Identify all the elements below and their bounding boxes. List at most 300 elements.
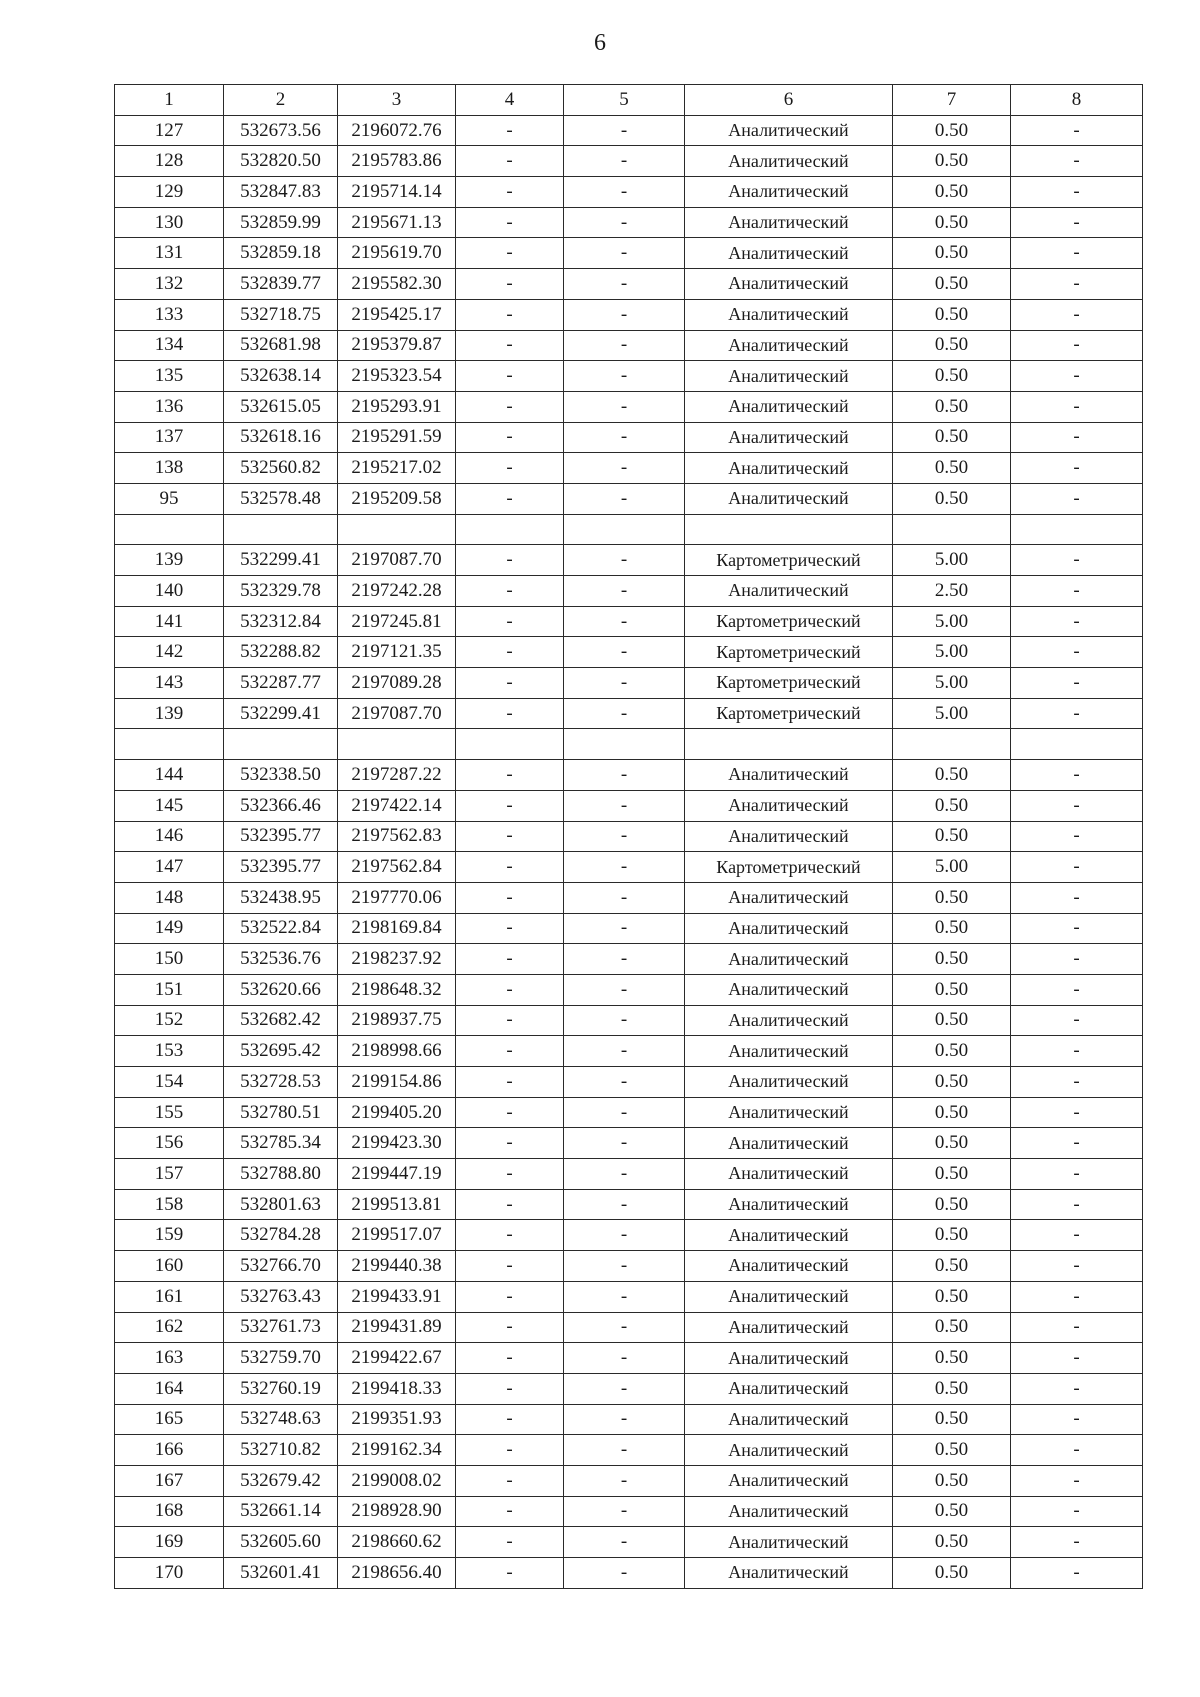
method-cell: [685, 514, 893, 545]
accuracy-cell: 5.00: [893, 545, 1011, 576]
col4-cell: -: [456, 177, 564, 208]
col5-cell: -: [564, 391, 685, 422]
col8-cell: -: [1011, 1343, 1143, 1374]
header-cell: 4: [456, 85, 564, 116]
col4-cell: -: [456, 115, 564, 146]
col5-cell: -: [564, 852, 685, 883]
accuracy-cell: 0.50: [893, 1527, 1011, 1558]
y-coordinate-cell: 2195582.30: [338, 269, 456, 300]
x-coordinate-cell: 532788.80: [224, 1159, 338, 1190]
col5-cell: -: [564, 1067, 685, 1098]
x-coordinate-cell: 532785.34: [224, 1128, 338, 1159]
accuracy-cell: 0.50: [893, 483, 1011, 514]
col4-cell: -: [456, 668, 564, 699]
col4-cell: -: [456, 1189, 564, 1220]
table-row: [115, 974, 1143, 1005]
x-coordinate-cell: 532728.53: [224, 1067, 338, 1098]
col5-cell: -: [564, 1189, 685, 1220]
point-number-cell: 152: [115, 1005, 224, 1036]
col5-cell: -: [564, 698, 685, 729]
accuracy-cell: 5.00: [893, 852, 1011, 883]
x-coordinate-cell: 532780.51: [224, 1097, 338, 1128]
accuracy-cell: 0.50: [893, 269, 1011, 300]
col8-cell: -: [1011, 1251, 1143, 1282]
col5-cell: -: [564, 882, 685, 913]
col8-cell: -: [1011, 177, 1143, 208]
col5-cell: -: [564, 1251, 685, 1282]
method-cell: Аналитический: [685, 1465, 893, 1496]
accuracy-cell: 0.50: [893, 146, 1011, 177]
header-cell: 1: [115, 85, 224, 116]
y-coordinate-cell: 2199447.19: [338, 1159, 456, 1190]
col5-cell: -: [564, 606, 685, 637]
x-coordinate-cell: 532748.63: [224, 1404, 338, 1435]
accuracy-cell: 0.50: [893, 882, 1011, 913]
accuracy-cell: 0.50: [893, 1558, 1011, 1589]
col4-cell: -: [456, 207, 564, 238]
col4-cell: -: [456, 944, 564, 975]
table-row: [115, 1097, 1143, 1128]
x-coordinate-cell: 532338.50: [224, 760, 338, 791]
y-coordinate-cell: 2199433.91: [338, 1281, 456, 1312]
col4-cell: -: [456, 1036, 564, 1067]
y-coordinate-cell: [338, 514, 456, 545]
y-coordinate-cell: 2197089.28: [338, 668, 456, 699]
point-number-cell: 131: [115, 238, 224, 269]
col8-cell: -: [1011, 637, 1143, 668]
col4-cell: -: [456, 1373, 564, 1404]
table-row: [115, 115, 1143, 146]
accuracy-cell: 0.50: [893, 1067, 1011, 1098]
col4-cell: -: [456, 576, 564, 607]
col8-cell: -: [1011, 576, 1143, 607]
col8-cell: -: [1011, 269, 1143, 300]
accuracy-cell: 0.50: [893, 1189, 1011, 1220]
col4-cell: -: [456, 238, 564, 269]
col8-cell: -: [1011, 1435, 1143, 1466]
table-row: [115, 299, 1143, 330]
table-body: [115, 115, 1143, 1588]
accuracy-cell: 0.50: [893, 944, 1011, 975]
y-coordinate-cell: 2195671.13: [338, 207, 456, 238]
x-coordinate-cell: 532673.56: [224, 115, 338, 146]
col4-cell: -: [456, 1527, 564, 1558]
method-cell: Аналитический: [685, 882, 893, 913]
col5-cell: -: [564, 1036, 685, 1067]
col8-cell: -: [1011, 1558, 1143, 1589]
x-coordinate-cell: 532395.77: [224, 852, 338, 883]
table-row: [115, 790, 1143, 821]
x-coordinate-cell: 532759.70: [224, 1343, 338, 1374]
table-row: [115, 207, 1143, 238]
col4-cell: -: [456, 1496, 564, 1527]
y-coordinate-cell: 2197242.28: [338, 576, 456, 607]
table-row: [115, 760, 1143, 791]
x-coordinate-cell: 532615.05: [224, 391, 338, 422]
method-cell: Картометрический: [685, 698, 893, 729]
y-coordinate-cell: 2197562.84: [338, 852, 456, 883]
point-number-cell: 136: [115, 391, 224, 422]
col4-cell: -: [456, 545, 564, 576]
table-row: [115, 821, 1143, 852]
method-cell: Аналитический: [685, 1036, 893, 1067]
point-number-cell: 155: [115, 1097, 224, 1128]
col8-cell: -: [1011, 668, 1143, 699]
method-cell: Аналитический: [685, 1067, 893, 1098]
point-number-cell: 145: [115, 790, 224, 821]
y-coordinate-cell: 2198998.66: [338, 1036, 456, 1067]
table-row: [115, 269, 1143, 300]
col8-cell: -: [1011, 1005, 1143, 1036]
col4-cell: [456, 514, 564, 545]
method-cell: Аналитический: [685, 422, 893, 453]
table-row: [115, 576, 1143, 607]
table-row: [115, 238, 1143, 269]
point-number-cell: 167: [115, 1465, 224, 1496]
col5-cell: -: [564, 483, 685, 514]
col5-cell: -: [564, 1312, 685, 1343]
y-coordinate-cell: 2199513.81: [338, 1189, 456, 1220]
x-coordinate-cell: 532679.42: [224, 1465, 338, 1496]
col4-cell: -: [456, 1312, 564, 1343]
point-number-cell: 151: [115, 974, 224, 1005]
x-coordinate-cell: 532578.48: [224, 483, 338, 514]
col8-cell: -: [1011, 760, 1143, 791]
col4-cell: -: [456, 453, 564, 484]
method-cell: Картометрический: [685, 545, 893, 576]
x-coordinate-cell: 532766.70: [224, 1251, 338, 1282]
method-cell: Аналитический: [685, 299, 893, 330]
col8-cell: -: [1011, 146, 1143, 177]
accuracy-cell: 0.50: [893, 361, 1011, 392]
col4-cell: -: [456, 637, 564, 668]
x-coordinate-cell: 532847.83: [224, 177, 338, 208]
table-row: [115, 1128, 1143, 1159]
table-row: [115, 637, 1143, 668]
y-coordinate-cell: 2195291.59: [338, 422, 456, 453]
table-row: [115, 1067, 1143, 1098]
y-coordinate-cell: 2199440.38: [338, 1251, 456, 1282]
point-number-cell: 146: [115, 821, 224, 852]
y-coordinate-cell: 2195425.17: [338, 299, 456, 330]
col8-cell: -: [1011, 606, 1143, 637]
accuracy-cell: [893, 729, 1011, 760]
table-row: [115, 422, 1143, 453]
x-coordinate-cell: 532784.28: [224, 1220, 338, 1251]
accuracy-cell: 0.50: [893, 115, 1011, 146]
col5-cell: -: [564, 1558, 685, 1589]
table-row: [115, 361, 1143, 392]
x-coordinate-cell: 532522.84: [224, 913, 338, 944]
x-coordinate-cell: [224, 514, 338, 545]
y-coordinate-cell: 2199351.93: [338, 1404, 456, 1435]
col8-cell: -: [1011, 1159, 1143, 1190]
method-cell: Аналитический: [685, 1189, 893, 1220]
method-cell: Аналитический: [685, 1159, 893, 1190]
accuracy-cell: 0.50: [893, 1465, 1011, 1496]
x-coordinate-cell: 532820.50: [224, 146, 338, 177]
point-number-cell: 164: [115, 1373, 224, 1404]
point-number-cell: 141: [115, 606, 224, 637]
col5-cell: -: [564, 1005, 685, 1036]
col4-cell: -: [456, 913, 564, 944]
point-number-cell: 139: [115, 698, 224, 729]
point-number-cell: [115, 729, 224, 760]
x-coordinate-cell: 532288.82: [224, 637, 338, 668]
col8-cell: -: [1011, 422, 1143, 453]
col8-cell: -: [1011, 330, 1143, 361]
y-coordinate-cell: 2195293.91: [338, 391, 456, 422]
y-coordinate-cell: 2199431.89: [338, 1312, 456, 1343]
y-coordinate-cell: 2195619.70: [338, 238, 456, 269]
col5-cell: -: [564, 1220, 685, 1251]
y-coordinate-cell: 2198928.90: [338, 1496, 456, 1527]
method-cell: Аналитический: [685, 1343, 893, 1374]
col5-cell: -: [564, 1496, 685, 1527]
method-cell: Аналитический: [685, 1220, 893, 1251]
y-coordinate-cell: 2196072.76: [338, 115, 456, 146]
table-row: [115, 1496, 1143, 1527]
col4-cell: -: [456, 974, 564, 1005]
col4-cell: -: [456, 1159, 564, 1190]
method-cell: Аналитический: [685, 238, 893, 269]
header-cell: 5: [564, 85, 685, 116]
point-number-cell: 137: [115, 422, 224, 453]
x-coordinate-cell: 532801.63: [224, 1189, 338, 1220]
table-row: [115, 1558, 1143, 1589]
x-coordinate-cell: 532438.95: [224, 882, 338, 913]
col5-cell: -: [564, 1159, 685, 1190]
method-cell: Аналитический: [685, 361, 893, 392]
accuracy-cell: 0.50: [893, 422, 1011, 453]
col5-cell: -: [564, 760, 685, 791]
accuracy-cell: 0.50: [893, 1343, 1011, 1374]
point-number-cell: 148: [115, 882, 224, 913]
method-cell: Картометрический: [685, 606, 893, 637]
table-row: [115, 146, 1143, 177]
col8-cell: -: [1011, 299, 1143, 330]
col5-cell: -: [564, 115, 685, 146]
accuracy-cell: 0.50: [893, 1159, 1011, 1190]
col4-cell: -: [456, 760, 564, 791]
accuracy-cell: 0.50: [893, 760, 1011, 791]
y-coordinate-cell: 2198656.40: [338, 1558, 456, 1589]
accuracy-cell: 0.50: [893, 1281, 1011, 1312]
method-cell: [685, 729, 893, 760]
table-header: [115, 85, 1143, 116]
y-coordinate-cell: 2195379.87: [338, 330, 456, 361]
y-coordinate-cell: 2197562.83: [338, 821, 456, 852]
table-row: [115, 1527, 1143, 1558]
method-cell: Аналитический: [685, 1404, 893, 1435]
accuracy-cell: 0.50: [893, 1097, 1011, 1128]
point-number-cell: 163: [115, 1343, 224, 1374]
y-coordinate-cell: 2199418.33: [338, 1373, 456, 1404]
x-coordinate-cell: 532605.60: [224, 1527, 338, 1558]
col8-cell: -: [1011, 1097, 1143, 1128]
header-cell: 8: [1011, 85, 1143, 116]
x-coordinate-cell: 532763.43: [224, 1281, 338, 1312]
x-coordinate-cell: 532710.82: [224, 1435, 338, 1466]
col4-cell: -: [456, 361, 564, 392]
x-coordinate-cell: 532638.14: [224, 361, 338, 392]
x-coordinate-cell: 532761.73: [224, 1312, 338, 1343]
point-number-cell: 153: [115, 1036, 224, 1067]
point-number-cell: [115, 514, 224, 545]
col4-cell: -: [456, 1251, 564, 1282]
col8-cell: -: [1011, 882, 1143, 913]
col5-cell: -: [564, 330, 685, 361]
col8-cell: -: [1011, 1067, 1143, 1098]
point-number-cell: 134: [115, 330, 224, 361]
table-row: [115, 1281, 1143, 1312]
point-number-cell: 169: [115, 1527, 224, 1558]
x-coordinate-cell: 532682.42: [224, 1005, 338, 1036]
table-row: [115, 1373, 1143, 1404]
x-coordinate-cell: 532601.41: [224, 1558, 338, 1589]
method-cell: Аналитический: [685, 1128, 893, 1159]
point-number-cell: 161: [115, 1281, 224, 1312]
col8-cell: -: [1011, 361, 1143, 392]
table-row: [115, 391, 1143, 422]
y-coordinate-cell: 2198237.92: [338, 944, 456, 975]
x-coordinate-cell: 532312.84: [224, 606, 338, 637]
x-coordinate-cell: 532620.66: [224, 974, 338, 1005]
y-coordinate-cell: 2199517.07: [338, 1220, 456, 1251]
col5-cell: -: [564, 1404, 685, 1435]
accuracy-cell: 0.50: [893, 238, 1011, 269]
table-row: [115, 1312, 1143, 1343]
col8-cell: -: [1011, 1496, 1143, 1527]
y-coordinate-cell: [338, 729, 456, 760]
accuracy-cell: [893, 514, 1011, 545]
method-cell: Аналитический: [685, 760, 893, 791]
col8-cell: -: [1011, 1189, 1143, 1220]
point-number-cell: 159: [115, 1220, 224, 1251]
accuracy-cell: 5.00: [893, 606, 1011, 637]
x-coordinate-cell: 532661.14: [224, 1496, 338, 1527]
col8-cell: -: [1011, 821, 1143, 852]
accuracy-cell: 0.50: [893, 391, 1011, 422]
y-coordinate-cell: 2195323.54: [338, 361, 456, 392]
col5-cell: -: [564, 668, 685, 699]
header-cell: 3: [338, 85, 456, 116]
header-cell: 2: [224, 85, 338, 116]
table-row: [115, 1404, 1143, 1435]
point-number-cell: 158: [115, 1189, 224, 1220]
table-row: [115, 483, 1143, 514]
col5-cell: -: [564, 1343, 685, 1374]
col5-cell: -: [564, 269, 685, 300]
x-coordinate-cell: [224, 729, 338, 760]
header-row: [115, 85, 1143, 116]
col4-cell: -: [456, 269, 564, 300]
method-cell: Аналитический: [685, 177, 893, 208]
method-cell: Аналитический: [685, 974, 893, 1005]
x-coordinate-cell: 532618.16: [224, 422, 338, 453]
point-number-cell: 140: [115, 576, 224, 607]
x-coordinate-cell: 532695.42: [224, 1036, 338, 1067]
accuracy-cell: 0.50: [893, 1373, 1011, 1404]
accuracy-cell: 5.00: [893, 698, 1011, 729]
method-cell: Аналитический: [685, 115, 893, 146]
col5-cell: -: [564, 1465, 685, 1496]
method-cell: Аналитический: [685, 483, 893, 514]
accuracy-cell: 0.50: [893, 1496, 1011, 1527]
accuracy-cell: 5.00: [893, 637, 1011, 668]
method-cell: Аналитический: [685, 1097, 893, 1128]
table-row: [115, 453, 1143, 484]
col8-cell: -: [1011, 790, 1143, 821]
col4-cell: -: [456, 1343, 564, 1374]
col5-cell: -: [564, 821, 685, 852]
col8-cell: -: [1011, 391, 1143, 422]
y-coordinate-cell: 2197245.81: [338, 606, 456, 637]
col5-cell: -: [564, 790, 685, 821]
method-cell: Аналитический: [685, 1527, 893, 1558]
x-coordinate-cell: 532299.41: [224, 545, 338, 576]
method-cell: Картометрический: [685, 668, 893, 699]
col5-cell: -: [564, 1527, 685, 1558]
method-cell: Аналитический: [685, 1496, 893, 1527]
col5-cell: -: [564, 1435, 685, 1466]
method-cell: Аналитический: [685, 330, 893, 361]
col8-cell: -: [1011, 207, 1143, 238]
accuracy-cell: 0.50: [893, 453, 1011, 484]
table-row: [115, 944, 1143, 975]
col5-cell: -: [564, 576, 685, 607]
col5-cell: -: [564, 177, 685, 208]
col4-cell: -: [456, 1097, 564, 1128]
coordinates-table: [114, 84, 1143, 1589]
method-cell: Аналитический: [685, 269, 893, 300]
x-coordinate-cell: 532681.98: [224, 330, 338, 361]
col4-cell: -: [456, 146, 564, 177]
col4-cell: -: [456, 422, 564, 453]
col5-cell: -: [564, 545, 685, 576]
table-row: [115, 1036, 1143, 1067]
col5-cell: [564, 514, 685, 545]
point-number-cell: 170: [115, 1558, 224, 1589]
method-cell: Аналитический: [685, 821, 893, 852]
x-coordinate-cell: 532366.46: [224, 790, 338, 821]
col4-cell: -: [456, 483, 564, 514]
accuracy-cell: 0.50: [893, 1128, 1011, 1159]
col8-cell: [1011, 729, 1143, 760]
table-row: [115, 668, 1143, 699]
y-coordinate-cell: 2195217.02: [338, 453, 456, 484]
y-coordinate-cell: 2199008.02: [338, 1465, 456, 1496]
accuracy-cell: 0.50: [893, 330, 1011, 361]
x-coordinate-cell: 532287.77: [224, 668, 338, 699]
x-coordinate-cell: 532329.78: [224, 576, 338, 607]
point-number-cell: 128: [115, 146, 224, 177]
method-cell: Аналитический: [685, 1373, 893, 1404]
col4-cell: -: [456, 821, 564, 852]
col5-cell: -: [564, 637, 685, 668]
accuracy-cell: 0.50: [893, 974, 1011, 1005]
accuracy-cell: 0.50: [893, 207, 1011, 238]
table-row: [115, 698, 1143, 729]
col8-cell: -: [1011, 1527, 1143, 1558]
col5-cell: -: [564, 1128, 685, 1159]
col8-cell: -: [1011, 238, 1143, 269]
method-cell: Аналитический: [685, 453, 893, 484]
point-number-cell: 142: [115, 637, 224, 668]
table-row: [115, 1189, 1143, 1220]
point-number-cell: 157: [115, 1159, 224, 1190]
y-coordinate-cell: 2198660.62: [338, 1527, 456, 1558]
